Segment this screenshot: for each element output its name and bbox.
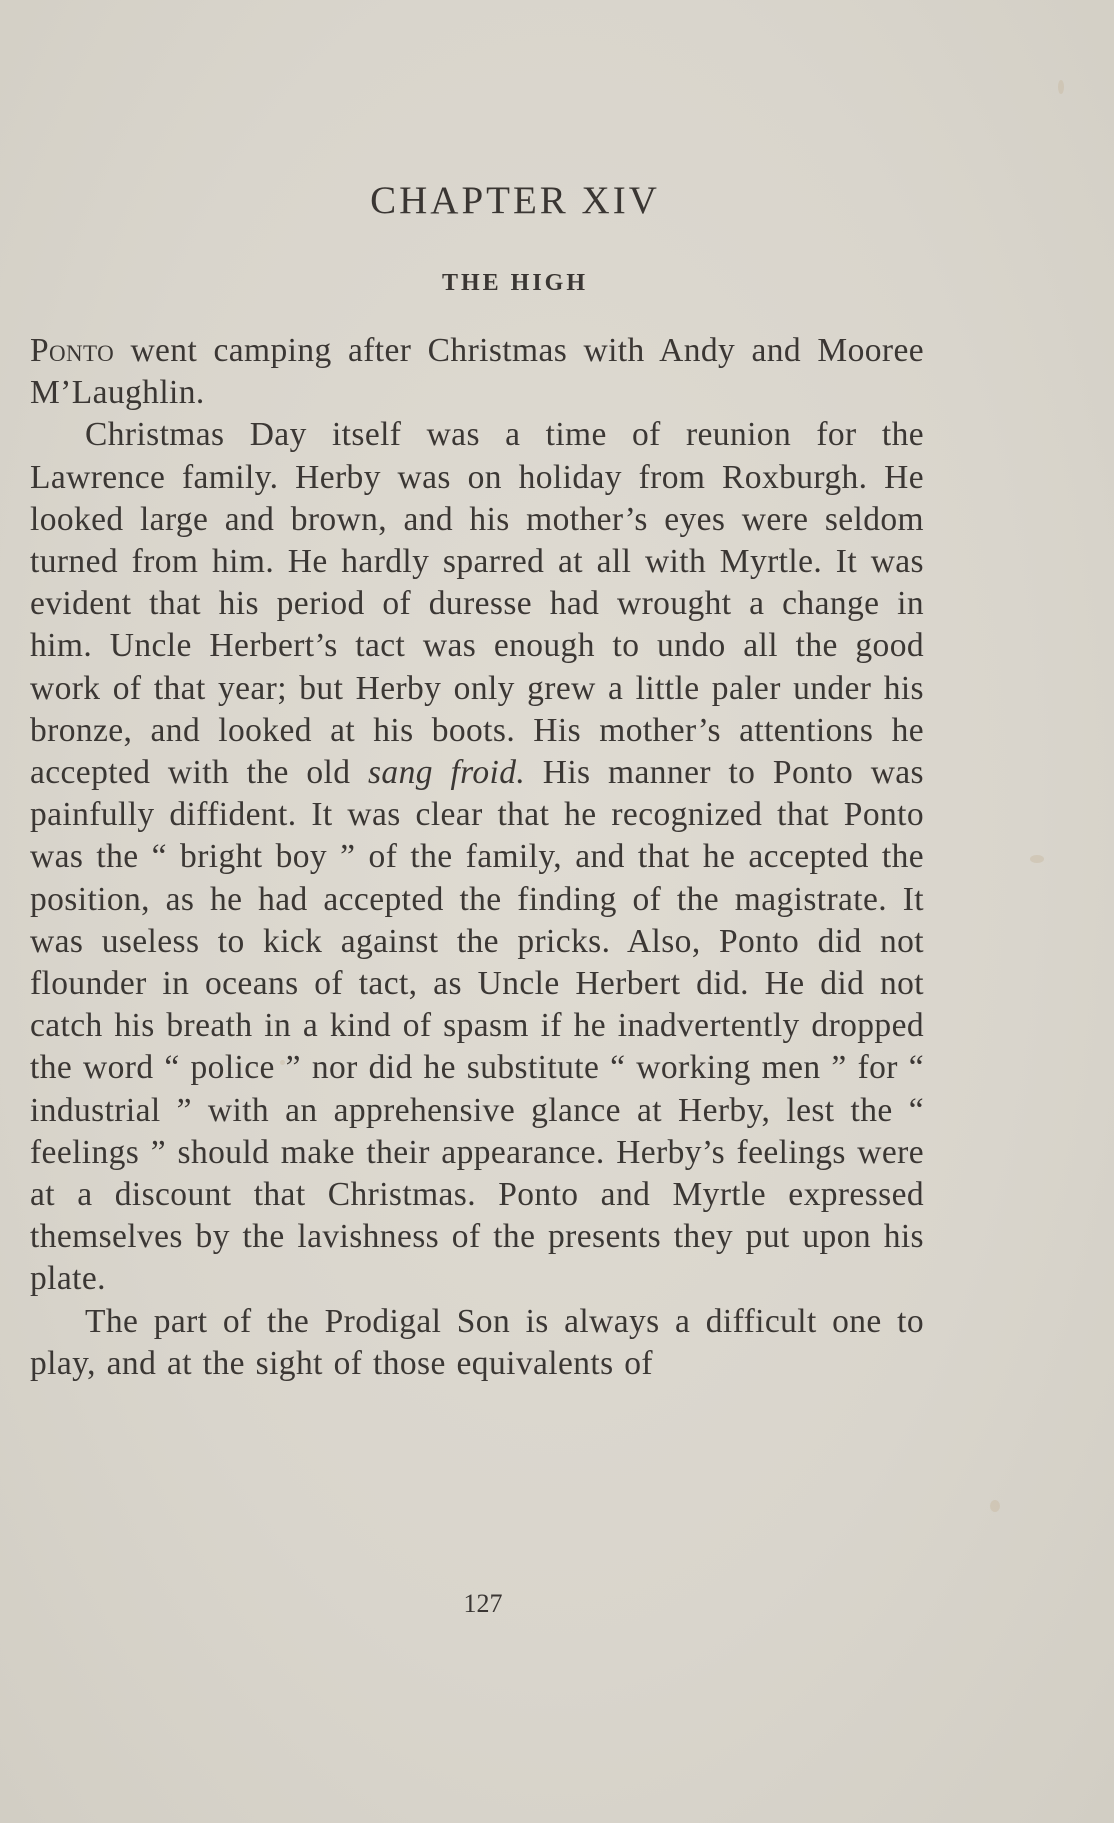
paragraph-text: The part of the Prodigal Son is always a difficult one to play, and at the sight of those equivalents of bbox=[30, 1302, 924, 1382]
foxing-spot bbox=[1030, 855, 1044, 863]
paragraph-1 bbox=[30, 330, 924, 414]
paragraph-lead-word: Ponto bbox=[30, 332, 115, 369]
body-text bbox=[30, 330, 924, 1385]
paragraph-text: His manner to Ponto was painfully diffident. It was clear that he recognized that Ponto was the “ bright boy ” of the family, and that he accepted the position, as he had accepted the finding of the magistrate. It was useless to kick against the pricks. Also, Ponto did not flounder in oceans of tact, as Uncle Herbert did. He did not catch his breath in a kind of spasm if he inadvertently dropped the word “ police ” nor did he substitute “ working men ” for “ industrial ” with an apprehensive glance at Herby, lest the “ feelings ” should make their appearance. Herby’s feelings were at a discount that Christmas. Ponto and Myrtle expressed themselves by the lavishness of the presents they put upon his plate. bbox=[30, 754, 924, 1298]
page-number: 127 bbox=[463, 1589, 503, 1618]
italic-phrase: sang froid. bbox=[367, 754, 526, 792]
paragraph-text: went camping after Christmas with Andy and Mooree M’Laughlin. bbox=[30, 332, 924, 412]
foxing-spot bbox=[1058, 80, 1064, 94]
foxing-spot bbox=[990, 1500, 1000, 1512]
paragraph-2 bbox=[30, 414, 924, 1300]
chapter-subtitle: THE HIGH bbox=[441, 270, 589, 296]
paragraph-text: Christmas Day itself was a time of reunion for the Lawrence family. Herby was on holiday from Roxburgh. He looked large and brown, and his mother’s eyes were seldom turned from him. He hardly sparred at all with Myrtle. It was evident that his period of duresse had wrought a change in him. Uncle Herbert’s tact was enough to undo all the good work of that year; but Herby only grew a little paler under his bronze, and looked at his boots. His mother’s attentions he accepted with the old bbox=[30, 416, 924, 792]
chapter-title: CHAPTER XIV bbox=[370, 179, 660, 222]
paragraph-3 bbox=[30, 1301, 924, 1385]
